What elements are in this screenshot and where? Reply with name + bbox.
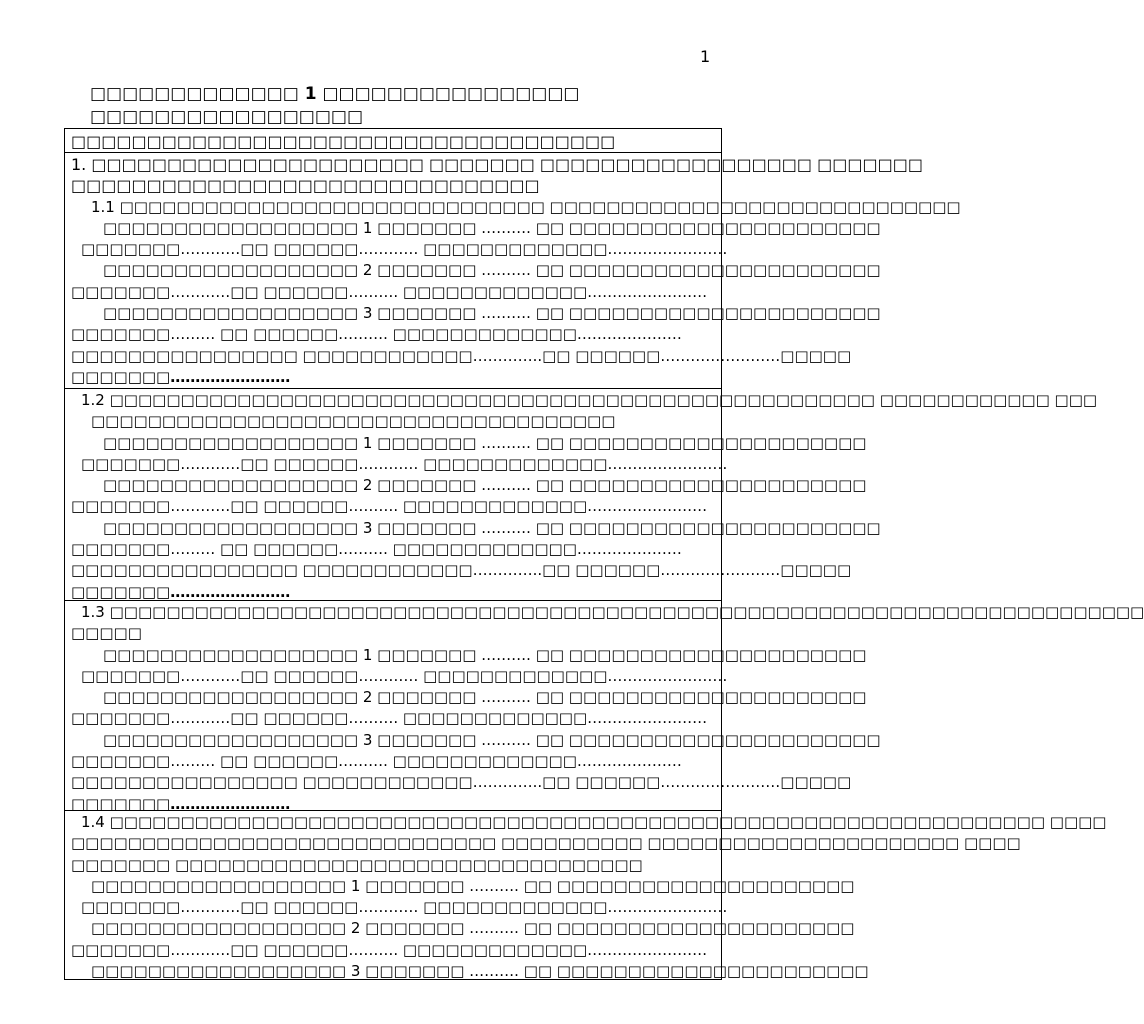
page-number: 1 — [700, 47, 711, 66]
section-1-1-line: □□□□□□□…………□□ □□□□□□………. □□□□□□□□□□□□□…………………… — [71, 282, 708, 301]
section-1-2-heading-cont: □□□□□□□□□□□□□□□□□□□□□□□□□□□□□□□□□□□□□ — [91, 412, 616, 431]
section-1-3-line: □□□□□□□……… □□ □□□□□□………. □□□□□□□□□□□□□………………… — [71, 752, 682, 771]
section-1-4-heading: 1.4 □□□□□□□□□□□□□□□□□□□□□□□□□□□□□□□□□□□□□□□□□□□□□□□□□□□□□□□□□□□□□□□□□□ □□□□ — [81, 813, 1107, 831]
section-1-row — [65, 153, 961, 389]
section-1-3-line: □□□□□□□□□□□□□□□□□□ 3 □□□□□□□ ………. □□ □□□□□□□□□□□□□□□□□□□□□□ — [103, 730, 881, 749]
section-1-3-line: □□□□□□□…………□□ □□□□□□………… □□□□□□□□□□□□□…………………… — [81, 666, 728, 685]
section-1-3-row — [65, 601, 1144, 813]
heading-line-1: □□□□□□□□□□□□□ 1 □□□□□□□□□□□□□□□□ — [90, 84, 580, 104]
section-1-2-line: □□□□□□□□□□□□□□□□ □□□□□□□□□□□□…………..□□ □□□□□□……………………□□□□□ — [71, 561, 852, 580]
section-1-2-row — [65, 389, 1098, 601]
section-1-1-line: □□□□□□□…………□□ □□□□□□………… □□□□□□□□□□□□□…………………… — [81, 240, 728, 259]
table-title-row — [65, 129, 721, 153]
section-1-title-cont: □□□□□□□□□□□□□□□□□□□□□□□□□□□□□□□ — [71, 176, 540, 196]
section-1-3-line: □□□□□□□…………………… — [71, 794, 291, 813]
section-1-4-heading-cont: □□□□□□□ □□□□□□□□□□□□□□□□□□□□□□□□□□□□□□□□□ — [71, 855, 643, 874]
section-1-1-line: □□□□□□□□□□□□□□□□□□ 2 □□□□□□□ ………. □□ □□□□□□□□□□□□□□□□□□□□□□ — [103, 261, 881, 280]
section-1-4-line: □□□□□□□…………□□ □□□□□□………… □□□□□□□□□□□□□…………………… — [81, 898, 728, 917]
section-1-2-line: □□□□□□□□□□□□□□□□□□ 2 □□□□□□□ ………. □□ □□□□□□□□□□□□□□□□□□□□□ — [103, 476, 867, 495]
section-1-3-line: □□□□□□□□□□□□□□□□□□ 1 □□□□□□□ ………. □□ □□□□□□□□□□□□□□□□□□□□□ — [103, 645, 867, 664]
section-1-2-line: □□□□□□□□□□□□□□□□□□ 1 □□□□□□□ ………. □□ □□□□□□□□□□□□□□□□□□□□□ — [103, 433, 867, 452]
section-1-2-line: □□□□□□□…………□□ □□□□□□………. □□□□□□□□□□□□□…………………… — [71, 497, 708, 516]
section-1-3-heading: 1.3 □□□□□□□□□□□□□□□□□□□□□□□□□□□□□□□□□□□□□□□□□□□□□□□□□□□□□□□□□□□□□□□□□□□□□□□□□ — [81, 603, 1144, 621]
section-1-1-line: □□□□□□□□□□□□□□□□□□ 1 □□□□□□□ ………. □□ □□□□□□□□□□□□□□□□□□□□□□ — [103, 218, 881, 237]
section-1-1-line: □□□□□□□…………………… — [71, 367, 291, 386]
table-title: □□□□□□□□□□□□□□□□□□□□□□□□□□□□□□□□□□□□ — [71, 132, 616, 151]
section-1-3-line: □□□□□□□□□□□□□□□□□□ 2 □□□□□□□ ………. □□ □□□□□□□□□□□□□□□□□□□□□ — [103, 688, 867, 707]
section-1-4-line: □□□□□□□□□□□□□□□□□□ 1 □□□□□□□ ………. □□ □□□□□□□□□□□□□□□□□□□□□ — [91, 876, 855, 895]
section-1-4-line: □□□□□□□□□□□□□□□□□□ 3 □□□□□□□ ………. □□ □□□□□□□□□□□□□□□□□□□□□□ — [91, 962, 869, 981]
form-table — [64, 128, 1144, 981]
section-1-4-line: □□□□□□□□□□□□□□□□□□ 2 □□□□□□□ ………. □□ □□□□□□□□□□□□□□□□□□□□□ — [91, 919, 855, 938]
section-1-1-line: □□□□□□□……… □□ □□□□□□………. □□□□□□□□□□□□□………………… — [71, 325, 682, 344]
section-1-3-line: □□□□□□□□□□□□□□□□ □□□□□□□□□□□□…………..□□ □□□□□□……………………□□□□□ — [71, 773, 852, 792]
section-1-1-line: □□□□□□□□□□□□□□□□ □□□□□□□□□□□□…………..□□ □□□□□□……………………□□□□□ — [71, 346, 852, 365]
section-1-title: 1. □□□□□□□□□□□□□□□□□□□□□□ □□□□□□□ □□□□□□□□□□□□□□□□□□ □□□□□□□ — [71, 155, 923, 174]
section-1-2-heading: 1.2 □□□□□□□□□□□□□□□□□□□□□□□□□□□□□□□□□□□□□□□□□□□□□□□□□□□□□□ □□□□□□□□□□□□ □□□ — [81, 391, 1098, 409]
section-1-4-row — [65, 811, 1107, 981]
section-1-4-heading-cont: □□□□□□□□□□□□□□□□□□□□□□□□□□□□□□ □□□□□□□□□□ □□□□□□□□□□□□□□□□□□□□□□ □□□□ — [71, 834, 1021, 853]
section-1-3-line: □□□□□□□…………□□ □□□□□□………. □□□□□□□□□□□□□…………………… — [71, 709, 708, 728]
section-1-2-line: □□□□□□□…………………… — [71, 582, 291, 601]
section-1-4-line: □□□□□□□…………□□ □□□□□□………. □□□□□□□□□□□□□…………………… — [71, 940, 708, 959]
section-1-1-line: □□□□□□□□□□□□□□□□□□ 3 □□□□□□□ ………. □□ □□□□□□□□□□□□□□□□□□□□□□ — [103, 304, 881, 323]
section-1-1-heading: 1.1 □□□□□□□□□□□□□□□□□□□□□□□□□□□□□□ □□□□□□□□□□□□□□□□□□□□□□□□□□□□□ — [91, 197, 961, 216]
section-1-2-line: □□□□□□□……… □□ □□□□□□………. □□□□□□□□□□□□□………………… — [71, 540, 682, 559]
section-1-2-line: □□□□□□□□□□□□□□□□□□ 3 □□□□□□□ ………. □□ □□□□□□□□□□□□□□□□□□□□□□ — [103, 518, 881, 537]
section-1-2-line: □□□□□□□…………□□ □□□□□□………… □□□□□□□□□□□□□…………………… — [81, 454, 728, 473]
section-1-3-heading-cont: □□□□□ — [71, 624, 142, 643]
heading-line-2: □□□□□□□□□□□□□□□□□ — [90, 107, 364, 127]
